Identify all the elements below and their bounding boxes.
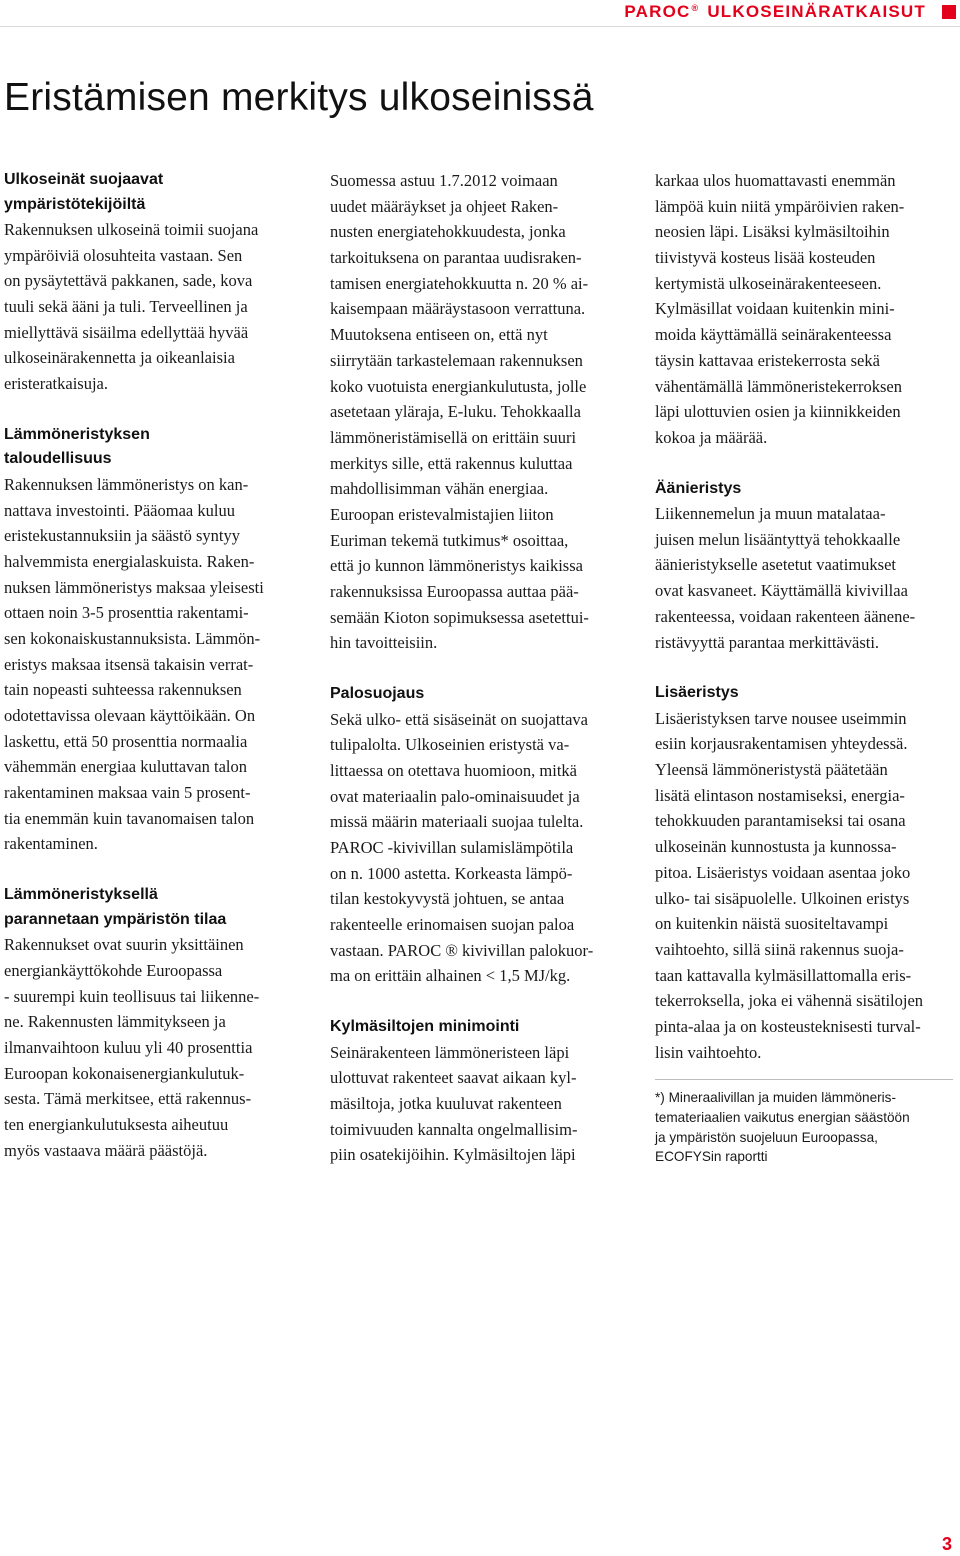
header-bar xyxy=(0,0,960,24)
body-text-line: uudet määräykset ja ohjeet Raken- xyxy=(330,196,559,216)
body-text-line: Lisäeristyksen tarve nousee useimmin xyxy=(655,708,907,728)
body-text-line: on pysäytettävä pakkanen, sade, kova xyxy=(4,271,253,291)
body-text-line: PAROC -kivivillan sulamislämpötila xyxy=(330,838,574,857)
section-heading: Lämmöneristyksen xyxy=(4,425,150,443)
body-text-line: mahdollisimman vähän energiaa. xyxy=(330,479,549,499)
page-number: 3 xyxy=(941,1534,952,1554)
section-gap xyxy=(655,655,955,681)
body-text-line: Suomessa astuu 1.7.2012 voimaan xyxy=(330,171,558,190)
body-text-line: halvemmista energialaskuista. Raken- xyxy=(4,551,255,571)
header-title xyxy=(624,2,926,22)
body-text-line: neosien läpi. Lisäksi kylmäsiltoihin xyxy=(655,222,890,242)
body-text-line: että jo kunnon lämmöneristys kaikissa xyxy=(330,556,583,576)
footnote-divider xyxy=(655,1079,953,1080)
body-text-line: mäsiltoja, jotka kuuluvat rakenteen xyxy=(330,1094,562,1113)
brand-name: PAROC xyxy=(624,2,691,21)
section-heading: Äänieristys xyxy=(655,479,742,497)
body-text-line: Sekä ulko- että sisäseinät on suojattava xyxy=(330,709,588,729)
body-text-line: äänieristykselle asetetut vaatimukset xyxy=(655,555,896,575)
body-text-line: merkitys sille, että rakennus kuluttaa xyxy=(330,453,573,473)
body-text-line: moida käyttämällä seinärakenteessa xyxy=(655,325,892,345)
body-text-line: sesta. Tämä merkitsee, että rakennus- xyxy=(4,1089,252,1109)
body-text-line: miellyttävä sisäilma edellyttää hyvää xyxy=(4,322,249,342)
body-text-line: ristävyyttä parantaa merkittävästi. xyxy=(655,632,880,652)
body-text-line: tuuli sekä ääni ja tuli. Terveellinen ja xyxy=(4,297,248,317)
body-text-line: on n. 1000 astetta. Korkeasta lämpö- xyxy=(330,863,573,883)
body-text-line: taan kattavalla kylmäsillattomalla eris- xyxy=(655,965,912,985)
body-text-line: myös vastaava määrä päästöjä. xyxy=(4,1140,208,1160)
footnote xyxy=(655,1088,955,1167)
body-text-line: kertymistä ulkoseinärakenteeseen. xyxy=(655,273,882,293)
body-text-line: vähemmän energiaa kuluttavan talon xyxy=(4,757,247,777)
body-text-line: Rakennuksen lämmöneristys on kan- xyxy=(4,474,249,494)
body-text-line: rakentaminen maksaa vain 5 prosent- xyxy=(4,783,251,803)
footnote-line: ECOFYSin raportti xyxy=(655,1149,768,1165)
registered-mark: ® xyxy=(691,3,700,13)
column-1 xyxy=(4,168,304,1163)
body-text-line: eristys maksaa itsensä takaisin verrat- xyxy=(4,654,254,674)
body-text-line: ympäröiviä olosuhteita vastaan. Sen xyxy=(4,245,243,265)
column-2 xyxy=(330,168,626,1168)
footnote-line: temateriaalien vaikutus energian säästöön xyxy=(655,1109,910,1125)
body-text-line: tehokkuuden parantamiseksi tai osana xyxy=(655,811,906,831)
body-text-line: ten energiankulutuksesta aiheutuu xyxy=(4,1114,229,1134)
body-text-line: asetetaan yläraja, E-luku. Tehokkaalla xyxy=(330,402,581,422)
body-text-line: juisen melun lisääntyttyä tehokkaalle xyxy=(655,529,901,549)
body-text-line: tulipalolta. Ulkoseinien eristystä va- xyxy=(330,735,570,755)
body-text-line: lämpöä kuin niitä ympäröivien raken- xyxy=(655,196,905,216)
section-heading: Lämmöneristyksellä xyxy=(4,886,158,904)
body-text-line: rakenteelle erinomaisen suojan paloa xyxy=(330,915,575,935)
body-text-line: - suurempi kuin teollisuus tai liikenne- xyxy=(4,986,260,1006)
body-text-line: ovat kasvaneet. Käyttämällä kivivillaa xyxy=(655,581,908,601)
body-text-line: Euroopan kokonaisenergiankulutuk- xyxy=(4,1063,245,1083)
section-gap xyxy=(655,451,955,477)
section-name: ULKOSEINÄRATKAISUT xyxy=(707,2,926,21)
body-text-line: littaessa on otettava huomioon, mitkä xyxy=(330,760,577,780)
body-text-line: Rakennuksen ulkoseinä toimii suojana xyxy=(4,220,259,239)
body-text-line: energiankäyttökohde Euroopassa xyxy=(4,960,223,980)
body-text-line: tilan kestokyvystä johtuen, se antaa xyxy=(330,889,565,909)
section-gap xyxy=(4,397,304,423)
body-text-line: pitoa. Lisäeristys voidaan asentaa joko xyxy=(655,862,911,882)
body-text-line: vähentämällä lämmöneristekerroksen xyxy=(655,376,902,396)
body-text-line: Yleensä lämmöneristystä päätetään xyxy=(655,760,888,780)
body-text-line: nuksen lämmöneristys maksaa yleisesti xyxy=(4,577,264,597)
body-text-line: tekerroksella, joka ei vähennä sisätilojen xyxy=(655,991,924,1011)
section-heading: Ulkoseinät suojaavat xyxy=(4,171,164,188)
body-text-line: koko vuotuista energiankulutusta, jolle xyxy=(330,376,587,396)
body-text-line: rakenteessa, voidaan rakenteen äänene- xyxy=(655,606,916,626)
body-text-line: Euroopan eristevalmistajien liiton xyxy=(330,504,554,524)
body-text-line: rakentaminen. xyxy=(4,834,98,854)
body-text-line: nusten energiatehokkuudesta, jonka xyxy=(330,222,566,242)
body-text-line: tia enemmän kuin tavanomaisen talon xyxy=(4,808,255,828)
body-text-line: missä määrin materiaali suojaa tulelta. xyxy=(330,812,584,832)
body-text-line: on kuitenkin näistä suositeltavampi xyxy=(655,914,889,934)
body-text-line: pinta-alaa ja on kosteusteknisesti turval- xyxy=(655,1016,921,1036)
body-text-line: kaisempaan määräystasoon verrattuna. xyxy=(330,299,586,319)
body-text-line: siirrytään tarkastelemaan rakennuksen xyxy=(330,350,583,370)
header-square-icon xyxy=(942,5,956,19)
body-text-line: Liikennemelun ja muun matalataa- xyxy=(655,504,886,524)
section-heading: taloudellisuus xyxy=(4,450,112,468)
body-text-line: täysin kattavaa eristekerrosta sekä xyxy=(655,350,880,370)
body-text-line: ottaen noin 3-5 prosenttia rakentami- xyxy=(4,603,249,623)
body-text-line: Seinärakenteen lämmöneristeen läpi xyxy=(330,1042,570,1062)
body-text-line: sen kokonaiskustannuksista. Lämmön- xyxy=(4,628,261,648)
body-text-line: tiivistyvä kosteus lisää kosteuden xyxy=(655,248,876,268)
section-gap xyxy=(4,857,304,883)
body-text-line: kokoa ja määrää. xyxy=(655,427,768,447)
body-text-line: ulkoseinärakennetta ja oikeanlaisia xyxy=(4,348,235,368)
footnote-line: *) Mineraalivillan ja muiden lämmöneris- xyxy=(655,1090,896,1105)
body-text-line: tain nopeasti suhteessa rakennuksen xyxy=(4,680,242,700)
section-gap xyxy=(330,656,626,682)
section-gap xyxy=(330,989,626,1015)
body-text-line: ulko- tai sisäpuolelle. Ulkoinen eristys xyxy=(655,888,910,908)
body-text-line: Rakennukset ovat suurin yksittäinen xyxy=(4,935,244,955)
body-text-line: karkaa ulos huomattavasti enemmän xyxy=(655,171,896,190)
body-text-line: laskettu, että 50 prosenttia normaalia xyxy=(4,731,248,751)
body-text-line: nattava investointi. Pääomaa kuluu xyxy=(4,500,235,520)
body-text-line: ulkoseinän kunnostusta ja kunnossa- xyxy=(655,837,897,857)
body-text-line: ilmanvaihtoon kuluu yli 40 prosenttia xyxy=(4,1037,253,1057)
body-text-line: ma on erittäin alhainen < 1,5 MJ/kg. xyxy=(330,966,571,986)
body-text-line: hin tavoitteisiin. xyxy=(330,633,438,653)
column-3 xyxy=(655,168,955,1065)
body-text-line: vaihtoehto, sillä siinä rakennus suoja- xyxy=(655,939,904,959)
body-text-line: esiin korjausrakentamisen yhteydessä. xyxy=(655,734,908,754)
body-text-line: rakennuksissa Euroopassa auttaa pää- xyxy=(330,582,579,601)
body-text-line: lämmöneristämisellä on erittäin suuri xyxy=(330,427,577,447)
section-heading: Palosuojaus xyxy=(330,685,425,703)
body-text-line: lisin vaihtoehto. xyxy=(655,1042,762,1062)
body-text-line: eristeratkaisuja. xyxy=(4,374,108,394)
body-text-line: eristekustannuksiin ja säästö syntyy xyxy=(4,526,241,546)
header-divider xyxy=(0,26,960,27)
page-title: Eristämisen merkitys ulkoseinissä xyxy=(4,76,594,119)
body-text-line: odotettavissa olevaan käyttöikään. On xyxy=(4,706,256,725)
body-text-line: ulottuvat rakenteet saavat aikaan kyl- xyxy=(330,1068,577,1088)
body-text-line: Euriman tekemä tutkimus* osoittaa, xyxy=(330,530,569,550)
footnote-line: ja ympäristön suojeluun Euroopassa, xyxy=(655,1129,878,1145)
body-text-line: piin osatekijöihin. Kylmäsiltojen läpi xyxy=(330,1145,576,1165)
body-text-line: Muutoksena entiseen on, että nyt xyxy=(330,325,548,345)
body-text-line: ne. Rakennusten lämmitykseen ja xyxy=(4,1012,226,1032)
section-heading: Kylmäsiltojen minimointi xyxy=(330,1018,520,1036)
body-text-line: semään Kioton sopimuksessa asetettui- xyxy=(330,607,589,627)
body-text-line: ovat materiaalin palo-ominaisuudet ja xyxy=(330,786,580,806)
body-text-line: vastaan. PAROC ® kivivillan palokuor- xyxy=(330,940,594,960)
body-text-line: tamisen energiatehokkuutta n. 20 % ai- xyxy=(330,273,589,293)
body-text-line: Kylmäsillat voidaan kuitenkin mini- xyxy=(655,299,895,319)
body-text-line: lisätä elintason nostamiseksi, energia- xyxy=(655,785,905,805)
section-heading: ympäristötekijöiltä xyxy=(4,195,146,213)
body-text-line: tarkoituksena on parantaa uudisraken- xyxy=(330,248,582,268)
section-heading: parannetaan ympäristön tilaa xyxy=(4,910,227,928)
body-text-line: läpi ulottuvien osien ja kiinnikkeiden xyxy=(655,402,901,422)
body-text-line: toimivuuden kannalta ongelmallisim- xyxy=(330,1119,578,1139)
section-heading: Lisäeristys xyxy=(655,684,739,702)
